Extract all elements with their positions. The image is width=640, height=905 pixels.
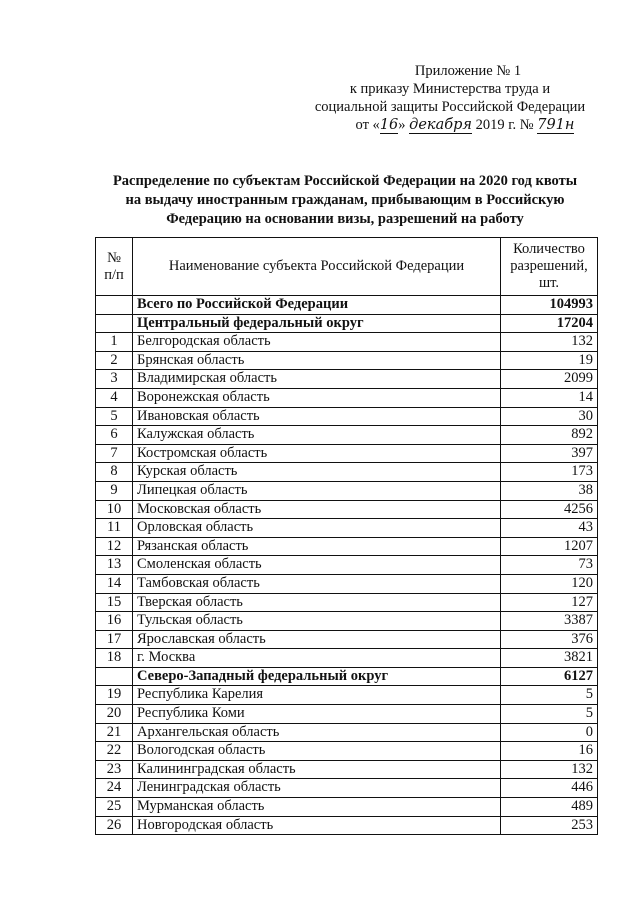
- row-number: 25: [96, 798, 133, 817]
- row-number: 3: [96, 370, 133, 389]
- handwritten-month: декабря: [409, 117, 472, 133]
- row-number: 8: [96, 463, 133, 482]
- table-row: [96, 407, 598, 426]
- row-count: 104993: [501, 296, 598, 315]
- row-count: 489: [501, 798, 598, 817]
- row-count: 38: [501, 481, 598, 500]
- row-name: Ленинградская область: [133, 779, 501, 798]
- row-number: 16: [96, 612, 133, 631]
- table-row: [96, 630, 598, 649]
- row-count: 132: [501, 333, 598, 352]
- header-name: Наименование субъекта Российской Федерации: [133, 238, 501, 296]
- title-line-2: на выдачу иностранным гражданам, прибывающим в Российскую: [125, 192, 565, 208]
- row-number: 2: [96, 351, 133, 370]
- table-row: [96, 742, 598, 761]
- row-name: Республика Карелия: [133, 686, 501, 705]
- row-name: Тульская область: [133, 612, 501, 631]
- table-header-row: [96, 238, 598, 296]
- row-count: 132: [501, 760, 598, 779]
- row-number: [96, 296, 133, 315]
- row-number: 6: [96, 426, 133, 445]
- row-number: 10: [96, 500, 133, 519]
- row-count: 5: [501, 705, 598, 724]
- table-row: [96, 760, 598, 779]
- row-number: 21: [96, 723, 133, 742]
- row-name: Мурманская область: [133, 798, 501, 817]
- row-number: 4: [96, 388, 133, 407]
- title-line-1: Распределение по субъектам Российской Федерации на 2020 год квоты: [112, 173, 578, 189]
- row-name: Всего по Российской Федерации: [133, 296, 501, 315]
- handwritten-order-number: 791н: [537, 117, 575, 133]
- date-year: 2019 г. №: [475, 117, 534, 133]
- row-number: 17: [96, 630, 133, 649]
- row-count: 376: [501, 630, 598, 649]
- row-count: 397: [501, 444, 598, 463]
- row-name: Тверская область: [133, 593, 501, 612]
- table-row: [96, 723, 598, 742]
- appendix-block: [300, 62, 600, 134]
- row-count: 173: [501, 463, 598, 482]
- row-number: 20: [96, 705, 133, 724]
- row-name: Вологодская область: [133, 742, 501, 761]
- row-count: 5: [501, 686, 598, 705]
- row-name: Архангельская область: [133, 723, 501, 742]
- row-count: 14: [501, 388, 598, 407]
- table-row: [96, 556, 598, 575]
- table-row: [96, 481, 598, 500]
- row-number: [96, 314, 133, 333]
- table-row: [96, 333, 598, 352]
- row-number: 22: [96, 742, 133, 761]
- row-count: 17204: [501, 314, 598, 333]
- row-name: Московская область: [133, 500, 501, 519]
- row-number: 26: [96, 816, 133, 835]
- row-number: 1: [96, 333, 133, 352]
- appendix-ministry-line: социальной защиты Российской Федерации: [314, 99, 586, 115]
- header-num: № п/п: [96, 238, 133, 296]
- row-count: 253: [501, 816, 598, 835]
- row-count: 446: [501, 779, 598, 798]
- row-number: 7: [96, 444, 133, 463]
- table-row: [96, 426, 598, 445]
- row-name: Новгородская область: [133, 816, 501, 835]
- table-row: [96, 649, 598, 668]
- row-count: 30: [501, 407, 598, 426]
- row-number: 5: [96, 407, 133, 426]
- appendix-date-line: [300, 116, 600, 134]
- row-name: Воронежская область: [133, 388, 501, 407]
- row-name: Тамбовская область: [133, 574, 501, 593]
- row-number: 9: [96, 481, 133, 500]
- table-row: [96, 370, 598, 389]
- row-count: 2099: [501, 370, 598, 389]
- row-count: 120: [501, 574, 598, 593]
- row-count: 892: [501, 426, 598, 445]
- table-row: [96, 574, 598, 593]
- row-count: 0: [501, 723, 598, 742]
- row-name: Курская область: [133, 463, 501, 482]
- row-count: 19: [501, 351, 598, 370]
- row-name: Липецкая область: [133, 481, 501, 500]
- row-count: 73: [501, 556, 598, 575]
- table-row: [96, 537, 598, 556]
- row-number: 19: [96, 686, 133, 705]
- row-count: 6127: [501, 667, 598, 686]
- row-count: 4256: [501, 500, 598, 519]
- row-name: г. Москва: [133, 649, 501, 668]
- title-line-3: Федерацию на основании визы, разрешений на работу: [166, 211, 524, 227]
- table-row: [96, 593, 598, 612]
- row-name: Орловская область: [133, 519, 501, 538]
- row-number: 15: [96, 593, 133, 612]
- table-row: [96, 444, 598, 463]
- table-row: [96, 612, 598, 631]
- table-row: [96, 686, 598, 705]
- row-name: Калининградская область: [133, 760, 501, 779]
- row-number: 23: [96, 760, 133, 779]
- row-name: Ивановская область: [133, 407, 501, 426]
- row-number: 18: [96, 649, 133, 668]
- row-number: 11: [96, 519, 133, 538]
- row-number: 14: [96, 574, 133, 593]
- row-name: Калужская область: [133, 426, 501, 445]
- table-row: [96, 351, 598, 370]
- row-name: Центральный федеральный округ: [133, 314, 501, 333]
- table-row: [96, 519, 598, 538]
- row-name: Смоленская область: [133, 556, 501, 575]
- table-row: [96, 500, 598, 519]
- table-row: [96, 779, 598, 798]
- table-total-row: [96, 314, 598, 333]
- appendix-order-line: к приказу Министерства труда и: [349, 81, 551, 97]
- table-row: [96, 463, 598, 482]
- row-count: 3387: [501, 612, 598, 631]
- row-count: 3821: [501, 649, 598, 668]
- row-count: 43: [501, 519, 598, 538]
- row-number: 12: [96, 537, 133, 556]
- date-prefix: от «: [355, 117, 380, 133]
- row-name: Белгородская область: [133, 333, 501, 352]
- row-count: 16: [501, 742, 598, 761]
- row-name: Ярославская область: [133, 630, 501, 649]
- table-body: [96, 296, 598, 835]
- row-name: Брянская область: [133, 351, 501, 370]
- row-name: Рязанская область: [133, 537, 501, 556]
- table-row: [96, 388, 598, 407]
- handwritten-day: 16: [379, 117, 399, 133]
- date-quote: »: [398, 117, 406, 133]
- table-row: [96, 798, 598, 817]
- document-title: [90, 172, 600, 229]
- row-number: 13: [96, 556, 133, 575]
- appendix-title: Приложение № 1: [414, 63, 522, 79]
- row-name: Владимирская область: [133, 370, 501, 389]
- quota-table: [95, 237, 598, 835]
- header-count: Количество разрешений, шт.: [501, 238, 598, 296]
- row-name: Костромская область: [133, 444, 501, 463]
- row-name: Северо-Западный федеральный округ: [133, 667, 501, 686]
- table-total-row: [96, 296, 598, 315]
- row-number: 24: [96, 779, 133, 798]
- row-number: [96, 667, 133, 686]
- row-count: 1207: [501, 537, 598, 556]
- row-name: Республика Коми: [133, 705, 501, 724]
- row-count: 127: [501, 593, 598, 612]
- table-row: [96, 705, 598, 724]
- table-row: [96, 816, 598, 835]
- table-total-row: [96, 667, 598, 686]
